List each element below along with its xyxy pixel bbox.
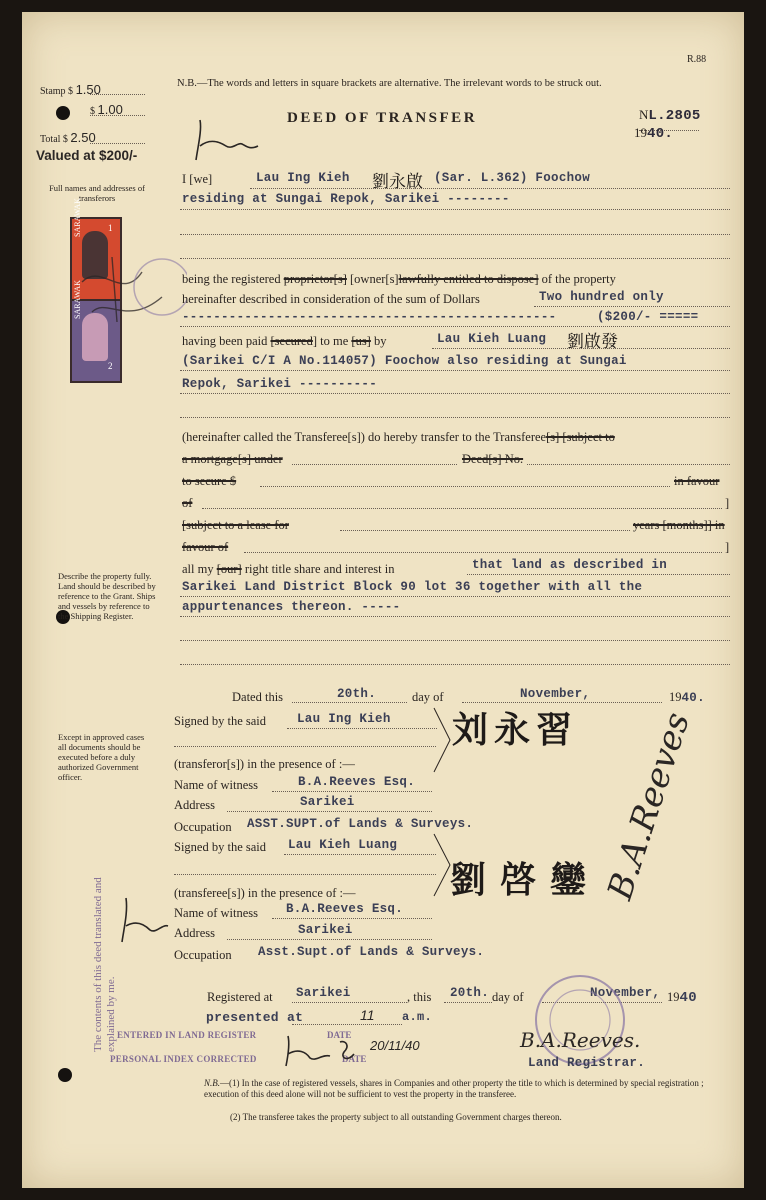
amount-figure: ($200/- ===== (597, 310, 699, 324)
entered-date-label: DATE (327, 1030, 352, 1040)
transferor-prefix: I [we] (182, 172, 213, 186)
registered-this: , this (407, 990, 432, 1004)
deed-year: 1940. (634, 125, 674, 142)
punch-hole (56, 106, 70, 120)
sig1-signed-by: Signed by the said (174, 714, 267, 728)
transferee-chinese: 劉啟發 (567, 332, 618, 352)
registered-month: November, (590, 986, 661, 1000)
sig1-occupation-label: Occupation (174, 820, 232, 834)
postage-stamp-red: SARAWAK 1 (70, 217, 122, 301)
initials-signature (188, 116, 263, 171)
consideration: hereinafter described in consideration of the sum of Dollars (182, 292, 480, 306)
transferor-name: Lau Ing Kieh (256, 171, 350, 185)
personal-index-corrected: PERSONAL INDEX CORRECTED (110, 1054, 257, 1064)
transferor-chinese: 劉永啟 (372, 172, 423, 192)
sig2-transferee-label: (transferee[s]) in the presence of :— (174, 886, 356, 900)
sig2-occupation-label: Occupation (174, 948, 232, 962)
deed-document: R.88 N.B.—The words and letters in square brackets are alternative. The irrelevant words to be struck out. DEED OF TRANSFER NL.2805 1940. Stamp $ 1.50 $ 1.00 Total $ 2.50 Valued at $200/- Full names and addresses of transferors Describe the property fully. Land should be described by reference to the Grant. Ships and vessels by reference to the Shipping Register. Except in approved cases all documents should be executed before a duly authorized Government officer. The contents of this deed translated and explained by me. SARAWAK 1 SARAWAK 2 I [we] Lau Ing Kieh 劉永啟 (Sar. L.362) Foochow residing at Sungai Repok, Sarikei -------- being the registered proprietor[s] [owner[s]lawfully entitled to dispose] of the property hereinafter described in consideration of the sum of Dollars Two hundred only ------------------------------------------------ ($200/- ===== having been paid [secured] to me [us] by Lau Kieh Luang 劉啟發 (Sarikei C/I A No.114057) Foochow also residing at Sungai Repok, Sarikei ---------- (hereinafter called the Transferee[s]) do hereby transfer to the Transferee[s] [subject to a mortgage[s] under Deed[s] No. to secure $ in favour of ] [subject to a lease for years [months]] in favour of ] all my [our] right title share and interest in that land as described in Sarikei Land District Block 90 lot 36 together with all the appurtenances thereon. ----- Dated this 20th. day of November, 1940. Signed by the said Lau Ing Kieh 刘永習 (transferor[s]) in the presence of :— Name of witness B.A.Reeves Esq. Address Sarikei Occupation ASST.SUPT.of Lands & Surveys. Signed by the said Lau Kieh Luang 劉啓鑾 (transferee[s]) in the presence of :— Name of witness B.A.Reeves Esq. Address Sarikei Occupation Asst.Supt.of Lands & Surveys. B.A.Reeves Registered at Sarikei , this 20th. day of November, 1940 presented at 11 a.m. ENTERED IN LAND REGISTER DATE PERSONAL INDEX CORRECTED DATE 20/11/40 B.A.Reeves. Land Registrar. N.B.—(1) In the case of registered vessels, shares in Companies and other property the title to which is determined by special registration ; execution of this deed alone will not be sufficient to vest the property in the transferee. (2) The transferee takes the property subject to all outstanding Government charges thereon. (22, 12, 744, 1188)
hereinafter-called: (hereinafter called the Transferee[s]) do hereby transfer to the Transferee[s] [subject to (182, 430, 615, 444)
transferee-residence: Repok, Sarikei ---------- (182, 377, 378, 391)
registered-label: Registered at (207, 990, 273, 1004)
land-line-2: Sarikei Land District Block 90 lot 36 together with all the (182, 580, 643, 594)
form-code: R.88 (687, 54, 707, 65)
sig1-occupation: ASST.SUPT.of Lands & Surveys. (247, 817, 474, 831)
amount-dashes: ------------------------------------------------ (182, 310, 557, 324)
note-full-names: Full names and addresses of transferors (49, 183, 145, 203)
amount-words: Two hundred only (539, 290, 664, 304)
dated-label: Dated this (232, 690, 284, 704)
sig2-witness: B.A.Reeves Esq. (286, 902, 404, 916)
mortgage-line: a mortgage[s] under (182, 452, 283, 466)
initials-date: 20/11/40 (370, 1038, 420, 1053)
registrar-signature: B.A.Reeves. (520, 1028, 641, 1052)
having-been-paid: having been paid [secured] to me [us] by (182, 334, 387, 348)
of-line: of (182, 496, 193, 510)
sig1-address: Sarikei (300, 795, 355, 809)
sig2-occupation: Asst.Supt.of Lands & Surveys. (258, 945, 485, 959)
sig2-witness-label: Name of witness (174, 906, 259, 920)
being-registered: being the registered proprietor[s] [owner[s]lawfully entitled to dispose] of the property (182, 272, 616, 286)
sig1-address-label: Address (174, 798, 215, 812)
dated-month: November, (520, 687, 591, 701)
registry-seal (530, 970, 630, 1070)
presented-time: 11 (360, 1007, 375, 1023)
registered-place: Sarikei (296, 986, 351, 1000)
deed-number: NL.2805 (639, 107, 701, 124)
sig2-name: Lau Kieh Luang (288, 838, 398, 852)
cancellation-signature (72, 242, 187, 342)
deed-no-line: Deed[s] No. (462, 452, 524, 466)
sig1-chinese-signature: 刘永習 (452, 710, 579, 751)
sig2-address: Sarikei (298, 923, 353, 937)
presented-am: a.m. (402, 1010, 433, 1024)
years-months: years [months]] in (633, 518, 725, 532)
note-describe: Describe the property fully. Land should be described by reference to the Grant. Ships and vessels by reference to the Shipping Register. (58, 571, 156, 621)
presented-label: presented at (206, 1010, 304, 1025)
total-fee: Total $ 2.50 (40, 130, 96, 145)
dated-year: 1940. (669, 690, 705, 705)
footnote-2: (2) The transferee takes the property subject to all outstanding Government charges thereon. (230, 1112, 562, 1122)
registered-day-of: day of (492, 990, 524, 1004)
sig1-transferor-label: (transferor[s]) in the presence of :— (174, 757, 355, 771)
all-my-right: all my [our] right title share and interest in (182, 562, 395, 576)
day-of-label: day of (412, 690, 444, 704)
note-contents: The contents of this deed translated and explained by me. (92, 877, 117, 1052)
in-favour: in favour (674, 474, 720, 488)
sig1-name: Lau Ing Kieh (297, 712, 391, 726)
punch-hole (58, 1068, 72, 1082)
sig1-witness-label: Name of witness (174, 778, 259, 792)
transferor-residence: residing at Sungai Repok, Sarikei -------- (182, 192, 510, 206)
footnote-1: N.B.—(1) In the case of registered vessels, shares in Companies and other property the title to which is determined by special registration ; execution of this deed alone will not be sufficient to vest the property in the transferee. (204, 1078, 704, 1099)
postage-stamp-purple: SARAWAK 2 (70, 299, 122, 383)
sig1-witness: B.A.Reeves Esq. (298, 775, 416, 789)
entered-land-register: ENTERED IN LAND REGISTER (117, 1030, 257, 1040)
note-except: Except in approved cases all documents should be executed before a duly authorized Government officer. (58, 732, 145, 782)
valued-at: Valued at $200/- (36, 148, 138, 163)
transferee-id: (Sarikei C/I A No.114057) Foochow also residing at Sungai (182, 354, 627, 368)
dated-day: 20th. (337, 687, 377, 701)
land-line-3: appurtenances thereon. ----- (182, 600, 401, 614)
land-line-1: that land as described in (472, 558, 668, 572)
sig2-address-label: Address (174, 926, 215, 940)
page-title: DEED OF TRANSFER (287, 110, 478, 126)
sig2-signed-by: Signed by the said (174, 840, 267, 854)
reg-fee: $ 1.00 (90, 102, 123, 117)
officer-initials (112, 890, 172, 950)
personal-date-label: DATE (342, 1054, 367, 1064)
stamp-fee: Stamp $ 1.50 (40, 82, 101, 97)
registered-day: 20th. (450, 986, 490, 1000)
transferor-ref: (Sar. L.362) Foochow (434, 171, 591, 185)
registered-year: 1940 (667, 990, 697, 1006)
land-registrar: Land Registrar. (528, 1056, 646, 1070)
sig2-chinese-signature: 劉啓鑾 (450, 860, 601, 901)
witness-signature: B.A.Reeves (600, 707, 698, 905)
to-secure: to secure $ (182, 474, 237, 488)
favour-of: favour of (182, 540, 229, 554)
subject-lease: [subject to a lease for (182, 518, 289, 532)
nb-top-note: N.B.—The words and letters in square brackets are alternative. The irrelevant words to be struck out. (177, 78, 602, 89)
transferee-name: Lau Kieh Luang (437, 332, 547, 346)
